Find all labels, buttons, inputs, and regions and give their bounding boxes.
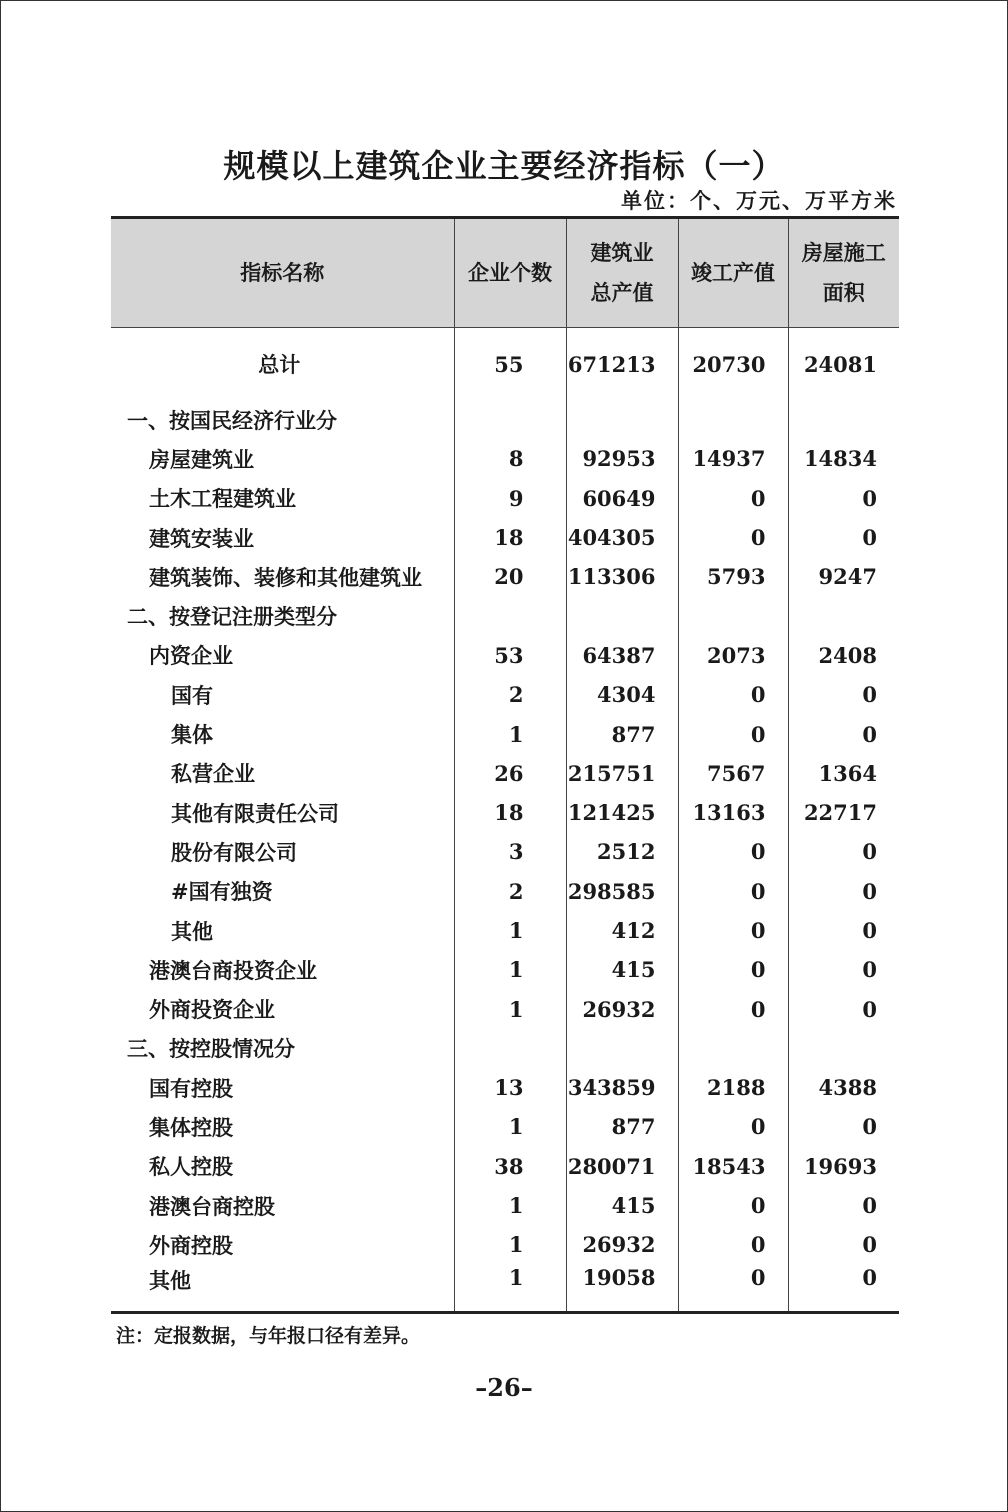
row-count-cell: 13 (454, 1068, 566, 1107)
table-row (111, 557, 899, 596)
row-count-cell: 8 (454, 439, 566, 478)
table-row (111, 518, 899, 557)
row-completed-cell: 0 (678, 714, 788, 753)
row-output-cell: 113306 (566, 557, 678, 596)
row-area-cell: 0 (788, 950, 899, 989)
row-output-cell: 280071 (566, 1147, 678, 1186)
row-area-cell: 0 (788, 714, 899, 753)
row-count-cell (454, 1029, 566, 1068)
row-completed-cell: 0 (678, 832, 788, 871)
row-name-cell: 一、按国民经济行业分 (127, 407, 337, 433)
row-name-cell: 其他 (149, 1267, 191, 1293)
header-output (566, 218, 678, 328)
row-area-cell: 22717 (788, 793, 899, 832)
row-name-cell: 外商投资企业 (149, 997, 275, 1023)
row-output-cell: 92953 (566, 439, 678, 478)
row-completed-cell: 0 (678, 989, 788, 1028)
table-row (111, 950, 899, 989)
row-count-cell: 9 (454, 479, 566, 518)
row-output-cell: 415 (566, 1186, 678, 1225)
row-area-cell: 0 (788, 479, 899, 518)
row-name-cell: 私人控股 (149, 1154, 233, 1180)
row-output-cell: 19058 (566, 1265, 678, 1313)
row-name-cell: 港澳台商控股 (149, 1193, 275, 1219)
row-output-cell: 671213 (566, 328, 678, 401)
header-area-line1: 房屋施工 (801, 240, 886, 265)
row-count-cell: 55 (454, 328, 566, 401)
row-area-cell: 0 (788, 911, 899, 950)
row-name-cell: 总计 (258, 352, 301, 377)
row-completed-cell: 0 (678, 950, 788, 989)
row-name-cell: 土木工程建筑业 (149, 486, 296, 512)
row-name-cell: 集体 (171, 722, 213, 748)
table-row (111, 1147, 899, 1186)
row-output-cell (566, 596, 678, 635)
table-body (111, 328, 899, 1313)
row-completed-cell: 0 (678, 479, 788, 518)
table-row (111, 1265, 899, 1313)
row-completed-cell: 14937 (678, 439, 788, 478)
table-row (111, 911, 899, 950)
row-count-cell: 1 (454, 1186, 566, 1225)
row-completed-cell: 20730 (678, 328, 788, 401)
row-count-cell: 2 (454, 872, 566, 911)
row-completed-cell: 0 (678, 1225, 788, 1264)
row-area-cell: 4388 (788, 1068, 899, 1107)
row-output-cell: 215751 (566, 754, 678, 793)
row-count-cell: 2 (454, 675, 566, 714)
row-count-cell (454, 596, 566, 635)
row-output-cell: 343859 (566, 1068, 678, 1107)
row-completed-cell: 0 (678, 1107, 788, 1146)
row-output-cell: 26932 (566, 989, 678, 1028)
row-output-cell (566, 400, 678, 439)
row-output-cell: 415 (566, 950, 678, 989)
row-output-cell: 4304 (566, 675, 678, 714)
row-count-cell: 1 (454, 989, 566, 1028)
row-completed-cell: 5793 (678, 557, 788, 596)
table-row (111, 400, 899, 439)
table-header-row (111, 218, 899, 328)
table-row (111, 479, 899, 518)
row-area-cell (788, 596, 899, 635)
row-count-cell: 3 (454, 832, 566, 871)
table-row (111, 1186, 899, 1225)
row-output-cell: 877 (566, 1107, 678, 1146)
table-row (111, 754, 899, 793)
row-name-cell: 房屋建筑业 (149, 446, 254, 472)
row-count-cell: 1 (454, 950, 566, 989)
header-completed: 竣工产值 (678, 218, 788, 328)
row-output-cell: 412 (566, 911, 678, 950)
row-completed-cell (678, 400, 788, 439)
row-completed-cell: 13163 (678, 793, 788, 832)
row-name-cell: 三、按控股情况分 (127, 1036, 295, 1062)
row-area-cell: 0 (788, 518, 899, 557)
row-name-cell: 内资企业 (149, 643, 233, 669)
row-count-cell: 26 (454, 754, 566, 793)
row-area-cell: 9247 (788, 557, 899, 596)
row-name-cell: 国有控股 (149, 1075, 233, 1101)
row-area-cell: 0 (788, 1186, 899, 1225)
row-name-cell: 建筑装饰、装修和其他建筑业 (149, 564, 422, 590)
row-output-cell: 2512 (566, 832, 678, 871)
table-row (111, 596, 899, 635)
table-row (111, 1068, 899, 1107)
row-completed-cell: 0 (678, 518, 788, 557)
table-row (111, 636, 899, 675)
row-completed-cell: 0 (678, 872, 788, 911)
row-area-cell: 0 (788, 1107, 899, 1146)
header-output-line2: 总产值 (590, 280, 654, 305)
row-count-cell: 1 (454, 1107, 566, 1146)
footnote: 注：定报数据，与年报口径有差异。 (116, 1325, 421, 1347)
row-count-cell: 53 (454, 636, 566, 675)
table-row (111, 832, 899, 871)
row-name-cell: 港澳台商投资企业 (149, 957, 317, 983)
row-area-cell: 0 (788, 675, 899, 714)
row-count-cell: 38 (454, 1147, 566, 1186)
page-number: –26– (475, 1373, 533, 1402)
indicator-table (111, 216, 899, 1314)
table-row (111, 328, 899, 401)
row-name-cell: 外商控股 (149, 1232, 233, 1258)
row-output-cell: 298585 (566, 872, 678, 911)
row-completed-cell: 7567 (678, 754, 788, 793)
row-name-cell: 股份有限公司 (171, 839, 297, 865)
row-area-cell: 0 (788, 1225, 899, 1264)
table-row (111, 714, 899, 753)
row-completed-cell: 0 (678, 1186, 788, 1225)
unit-label: 单位：个、万元、万平方米 (621, 188, 897, 213)
row-completed-cell: 18543 (678, 1147, 788, 1186)
row-area-cell: 2408 (788, 636, 899, 675)
header-count: 企业个数 (454, 218, 566, 328)
row-output-cell: 404305 (566, 518, 678, 557)
row-name-cell: 其他 (171, 918, 213, 944)
row-count-cell: 18 (454, 793, 566, 832)
table-row (111, 439, 899, 478)
table-row (111, 1029, 899, 1068)
row-completed-cell: 0 (678, 675, 788, 714)
row-output-cell (566, 1029, 678, 1068)
row-completed-cell (678, 596, 788, 635)
row-count-cell: 18 (454, 518, 566, 557)
row-completed-cell: 2188 (678, 1068, 788, 1107)
table-row (111, 872, 899, 911)
row-count-cell: 20 (454, 557, 566, 596)
row-count-cell: 1 (454, 714, 566, 753)
row-area-cell: 0 (788, 872, 899, 911)
row-count-cell (454, 400, 566, 439)
row-output-cell: 26932 (566, 1225, 678, 1264)
row-completed-cell: 2073 (678, 636, 788, 675)
row-output-cell: 64387 (566, 636, 678, 675)
row-area-cell (788, 400, 899, 439)
row-completed-cell (678, 1029, 788, 1068)
table-row (111, 675, 899, 714)
table-row (111, 1225, 899, 1264)
header-area-line2: 面积 (822, 280, 865, 305)
table-row (111, 793, 899, 832)
row-area-cell (788, 1029, 899, 1068)
row-output-cell: 60649 (566, 479, 678, 518)
row-name-cell: 国有 (171, 682, 213, 708)
row-name-cell: #国有独资 (171, 879, 273, 905)
row-completed-cell: 0 (678, 1265, 788, 1313)
table-row (111, 989, 899, 1028)
row-name-cell: 集体控股 (149, 1114, 233, 1140)
row-area-cell: 14834 (788, 439, 899, 478)
row-output-cell: 877 (566, 714, 678, 753)
row-area-cell: 1364 (788, 754, 899, 793)
row-completed-cell: 0 (678, 911, 788, 950)
row-name-cell: 其他有限责任公司 (171, 800, 339, 826)
row-count-cell: 1 (454, 1265, 566, 1313)
header-output-line1: 建筑业 (590, 240, 654, 265)
row-area-cell: 0 (788, 989, 899, 1028)
page-title: 规模以上建筑企业主要经济指标（一） (223, 147, 785, 185)
row-count-cell: 1 (454, 1225, 566, 1264)
table-row (111, 1107, 899, 1146)
row-count-cell: 1 (454, 911, 566, 950)
row-output-cell: 121425 (566, 793, 678, 832)
row-name-cell: 二、按登记注册类型分 (127, 604, 337, 630)
header-area (788, 218, 899, 328)
header-name: 指标名称 (111, 218, 454, 328)
row-name-cell: 建筑安装业 (149, 525, 254, 551)
row-area-cell: 0 (788, 1265, 899, 1313)
row-area-cell: 24081 (788, 328, 899, 401)
row-area-cell: 19693 (788, 1147, 899, 1186)
row-name-cell: 私营企业 (171, 761, 255, 787)
row-area-cell: 0 (788, 832, 899, 871)
